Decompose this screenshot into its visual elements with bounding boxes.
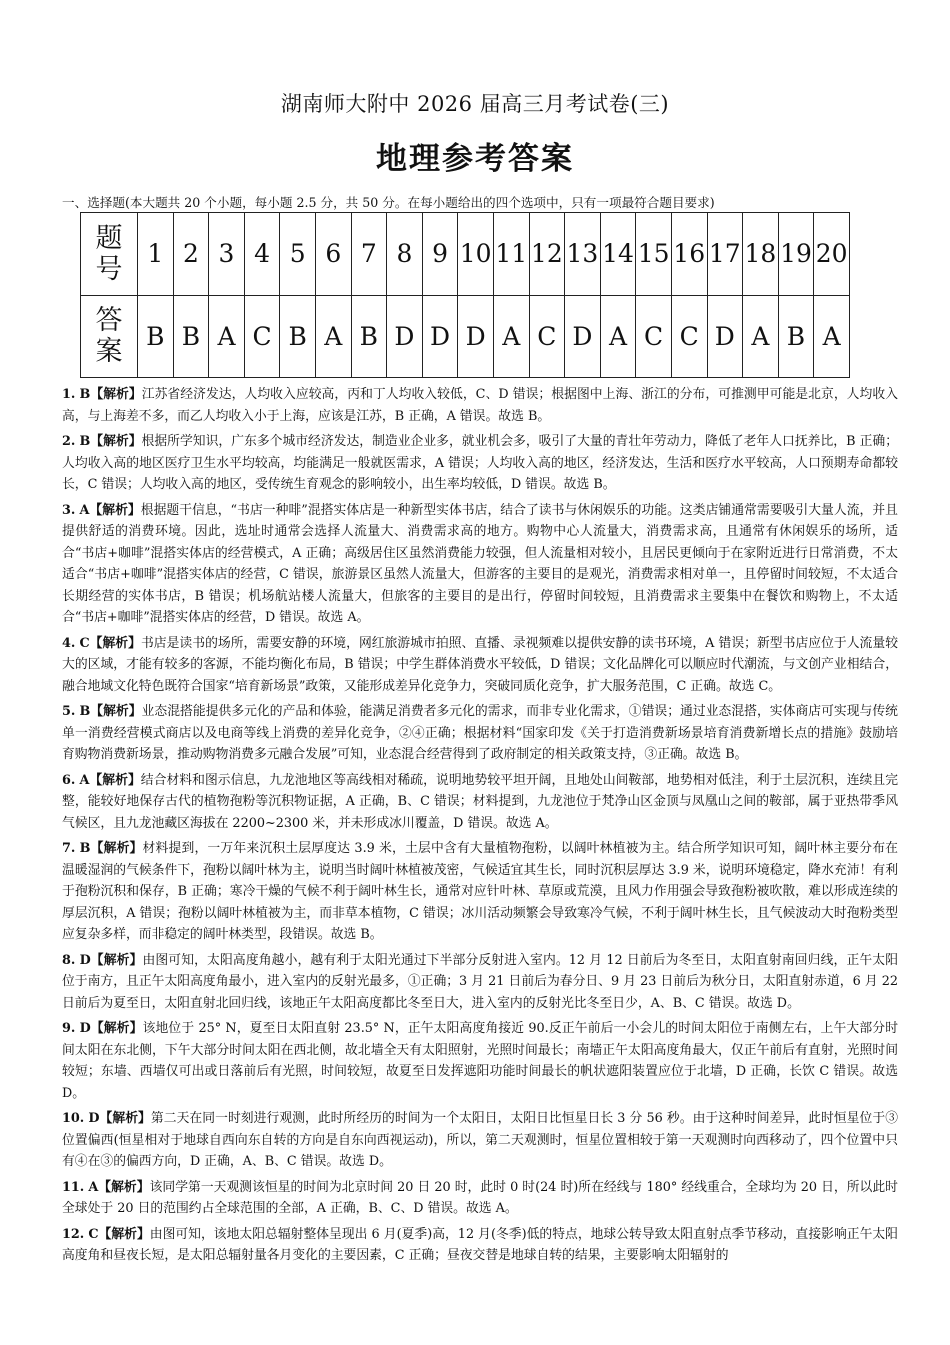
- explanation-item: [62, 770, 898, 835]
- explanation-item: [62, 500, 898, 629]
- explanation-item: [62, 1018, 898, 1104]
- question-number-cell: 12: [529, 213, 565, 296]
- answer-tag: B【解析】: [79, 434, 142, 449]
- item-number: 8.: [62, 952, 76, 968]
- answer-cell: D: [422, 295, 458, 378]
- explanation-text: 书店是读书的场所，需要安静的环境，网红旅游城市拍照、直播、录视频难以提供安静的读书环境，A 错误；新型书店应位于人流量较大的区域，才能有较多的客源，不能均衡化布局，B 错误；中学生群体消费水平较低，D 错误；文化品牌化可以顺应时代潮流，与文创产业相结合，融合地域文化特色既符合国家“培育新场景”政策，又能形成差异化竞争力，突破同质化竞争，扩大服务范围，C 正确。故选 C。: [62, 635, 898, 694]
- explanation-item: [62, 1224, 898, 1267]
- explanation-item: [62, 1108, 898, 1173]
- answer-tag: A【解析】: [79, 502, 141, 518]
- question-number-cell: 5: [280, 213, 316, 296]
- item-number: 7.: [62, 841, 76, 856]
- answer-cell: B: [351, 295, 387, 378]
- explanation-text: 业态混搭能提供多元化的产品和体验，能满足消费者多元化的需求，而非专业化需求，①错误；通过业态混搭，实体商店可实现与传统单一消费经营模式商店以及电商等线上消费的差异化竞争，②④正确；根据材料“国家印发《关于打造消费新场景培育消费新增长点的措施》鼓励培育购物消费新场景，推动购物消费多元融合发展”可知，业态混合经营得到了政府制定的相关政策支持，③正确。故选 B。: [62, 704, 898, 762]
- item-number: 12.: [62, 1226, 85, 1242]
- explanation-item: [62, 431, 898, 496]
- answer-cell: B: [280, 295, 316, 378]
- answer-tag: D【解析】: [88, 1111, 151, 1126]
- explanation-text: 由图可知，该地太阳总辐射整体呈现出 6 月(夏季)高，12 月(冬季)低的特点，地球公转导致太阳直射点季节移动，直接影响正午太阳高度角和昼夜长短，是太阳总辐射量各月变化的主要因素，C 正确；昼夜交替是地球自转的结果，主要影响太阳辐射的: [62, 1226, 898, 1263]
- answer-cell: D: [387, 295, 423, 378]
- item-number: 5.: [62, 704, 76, 719]
- answer-cell: B: [778, 295, 814, 378]
- question-number-cell: 4: [244, 213, 280, 296]
- answer-cell: D: [458, 295, 494, 378]
- item-number: 6.: [62, 772, 76, 788]
- answer-tag: B【解析】: [79, 704, 142, 719]
- explanation-text: 根据题干信息，“书店一种啡”混搭实体店是一种新型实体书店，结合了读书与休闲娱乐的功能。这类店铺通常需要吸引大量人流，并且提供舒适的消费环境。因此，选址时通常会选择人流量大、消费需求高的地方。购物中心人流量大，消费需求高，且通常有休闲娱乐的场所，适合“书店+咖啡”混搭实体店的经营模式，A 正确；高级居住区虽然消费能力较强，但人流量相对较小，且居民更倾向于在家附近进行日常消费，不太适合“书店+咖啡”混搭实体店的经营，C 错误，旅游景区虽然人流量大，但游客的主要目的是观光，消费需求相对单一，且停留时间较短，不太适合长期经营的实体书店，B 错误；机场航站楼人流量大，但旅客的主要目的是出行，停留时间较短，且消费需求主要集中在餐饮和购物上，不太适合“书店+咖啡”混搭实体店的经营，D 错误。故选 A。: [62, 502, 898, 625]
- school-exam-title: 湖南师大附中 2026 届高三月考试卷(三): [280, 92, 670, 116]
- answer-cell: A: [814, 295, 850, 378]
- question-number-cell: 3: [209, 213, 245, 296]
- answer-cell: A: [743, 295, 779, 378]
- question-number-cell: 15: [636, 213, 672, 296]
- explanation-text: 材料提到，一万年来沉积土层厚度达 3.9 米，土层中含有大量植物孢粉，以阔叶林植被为主。结合所学知识可知，阔叶林主要分布在温暖湿润的气候条件下，孢粉以阔叶林为主，说明当时阔叶林植被茂密，气候适宜其生长，同时沉积层厚达 3.9 米，说明环境稳定，降水充沛！有利于孢粉沉积和保存，B 正确；寒冷干燥的气候不利于阔叶林生长，通常对应针叶林、草原或荒漠，且风力作用强会导致孢粉被吹散，难以形成连续的厚层沉积，A 错误；孢粉以阔叶林植被为主，而非草本植物，C 错误；冰川活动频繁会导致寒冷气候，不利于阔叶林生长，且气候波动大时孢粉类型应复杂多样，而非稳定的阔叶林类型，段错误。故选 B。: [62, 841, 898, 942]
- answer-cell: D: [565, 295, 601, 378]
- answer-tag: A【解析】: [79, 772, 141, 788]
- item-number: 9.: [62, 1021, 76, 1036]
- question-number-cell: 11: [493, 213, 529, 296]
- question-number-cell: 20: [814, 213, 850, 296]
- answer-table: [80, 212, 850, 378]
- question-number-row: [81, 213, 850, 296]
- explanation-item: [62, 1177, 898, 1220]
- explanation-item: [62, 838, 898, 946]
- question-number-cell: 19: [778, 213, 814, 296]
- answer-tag: B【解析】: [79, 387, 142, 402]
- answer-row: [81, 295, 850, 378]
- question-number-cell: 14: [600, 213, 636, 296]
- explanation-item: [62, 633, 898, 698]
- question-number-cell: 9: [422, 213, 458, 296]
- question-number-cell: 1: [138, 213, 174, 296]
- question-number-cell: 17: [707, 213, 743, 296]
- answer-cell: B: [138, 295, 174, 378]
- explanation-item: [62, 701, 898, 766]
- question-number-cell: 6: [315, 213, 351, 296]
- explanation-list: [62, 384, 898, 1271]
- answer-header: 答 案: [81, 295, 138, 378]
- question-number-cell: 16: [671, 213, 707, 296]
- answer-cell: A: [209, 295, 245, 378]
- answer-key-title: 地理参考答案: [376, 141, 574, 177]
- question-number-cell: 13: [565, 213, 601, 296]
- question-number-cell: 18: [743, 213, 779, 296]
- question-number-cell: 2: [173, 213, 209, 296]
- answer-cell: B: [173, 295, 209, 378]
- explanation-item: [62, 950, 898, 1015]
- section-instructions: 一、选择题(本大题共 20 个小题，每小题 2.5 分，共 50 分。在每小题给出的四个选项中，只有一项最符合题目要求): [62, 195, 715, 210]
- explanation-text: 根据所学知识，广东多个城市经济发达，制造业企业多，就业机会多，吸引了大量的青壮年劳动力，降低了老年人口抚养比，B 正确；人均收入高的地区医疗卫生水平均较高，均能满足一般就医需求，A 错误；人均收入高的地区，经济发达，生活和医疗水平较高，人口预期寿命都较长，C 错误；人均收入高的地区，受传统生育观念的影响较小，出生率均较低，D 错误。故选 B。: [62, 434, 898, 492]
- answer-tag: D【解析】: [79, 1021, 143, 1036]
- explanation-text: 江苏省经济发达，人均收入应较高，丙和丁人均收入较低，C、D 错误；根据图中上海、浙江的分布，可推测甲可能是北京，人均收入高，与上海差不多，而乙人均收入小于上海，应该是江苏，B 正确，A 错误。故选 B。: [62, 387, 898, 424]
- answer-cell: C: [636, 295, 672, 378]
- answer-cell: C: [244, 295, 280, 378]
- item-number: 2.: [62, 434, 76, 449]
- answer-cell: A: [600, 295, 636, 378]
- explanation-item: [62, 384, 898, 427]
- item-number: 11.: [62, 1179, 85, 1195]
- answer-tag: C【解析】: [79, 635, 141, 651]
- explanation-text: 该同学第一天观测该恒星的时间为北京时间 20 日 20 时，此时 0 时(24 时)所在经线与 180° 经线重合，全球均为 20 日，所以此时全球处于 20 日的范围约占全球范围的全部，A 正确，B、C、D 错误。故选 A。: [62, 1179, 898, 1216]
- question-number-cell: 10: [458, 213, 494, 296]
- explanation-text: 该地位于 25° N，夏至日太阳直射 23.5° N，正午太阳高度角接近 90.反正午前后一小会儿的时间太阳位于南侧左右，上午大部分时间太阳在东北侧，下午大部分时间太阳在西北侧，故北墙全天有太阳照射，光照时间最长；南墙正午太阳高度角最大，仅正午前后有直射，光照时间较短；东墙、西墙仅可出或日落前后有光照，时间较短，故夏至日发挥遮阳功能时间最长的帆状遮阳装置应位于北墙，D 正确，长饮 C 错误。故选 D。: [62, 1021, 898, 1101]
- answer-tag: C【解析】: [88, 1226, 150, 1242]
- answer-tag: D【解析】: [79, 952, 143, 968]
- item-number: 1.: [62, 387, 76, 402]
- item-number: 4.: [62, 635, 76, 651]
- answer-cell: C: [671, 295, 707, 378]
- answer-cell: A: [315, 295, 351, 378]
- answer-cell: D: [707, 295, 743, 378]
- explanation-text: 结合材料和图示信息，九龙池地区等高线相对稀疏，说明地势较平坦开阔，且地处山间鞍部，地势相对低洼，利于土层沉积，连续且完整，能较好地保存古代的植物孢粉等沉积物证据，A 正确，B、C 错误；材料提到，九龙池位于梵净山区金顶与凤凰山之间的鞍部，属于亚热带季风气候区，且九龙池藏区海拔在 2200~2300 米，并未形成冰川覆盖，D 错误。故选 A。: [62, 772, 898, 831]
- answer-cell: C: [529, 295, 565, 378]
- explanation-text: 由图可知，太阳高度角越小，越有利于太阳光通过下半部分反射进入室内。12 月 12 日前后为冬至日，太阳直射南回归线，正午太阳位于南方，且正午太阳高度角最小，进入室内的反射光最多，①正确；3 月 21 日前后为春分日、9 月 23 日前后为秋分日，太阳直射赤道，6 月 22 日前后为夏至日，太阳直射北回归线，该地正午太阳高度都比冬至日大，进入室内的反射光比冬至日少，A、B、C 错误。故选 D。: [62, 952, 898, 1011]
- answer-tag: B【解析】: [79, 841, 143, 856]
- explanation-text: 第二天在同一时刻进行观测，此时所经历的时间为一个太阳日，太阳日比恒星日长 3 分 56 秒。由于这种时间差异，此时恒星位于③位置偏西(恒星相对于地球自西向东自转的方向是自东向西视运动)，所以，第二天观测时，恒星位置相较于第一天观测时向西移动了，四个位置中只有④在③的偏西方向，D 正确，A、B、C 错误。故选 D。: [62, 1111, 898, 1169]
- item-number: 3.: [62, 502, 76, 518]
- answer-tag: A【解析】: [88, 1179, 150, 1195]
- item-number: 10.: [62, 1111, 85, 1126]
- question-number-cell: 8: [387, 213, 423, 296]
- question-number-header: 题 号: [81, 213, 138, 296]
- question-number-cell: 7: [351, 213, 387, 296]
- answer-cell: A: [493, 295, 529, 378]
